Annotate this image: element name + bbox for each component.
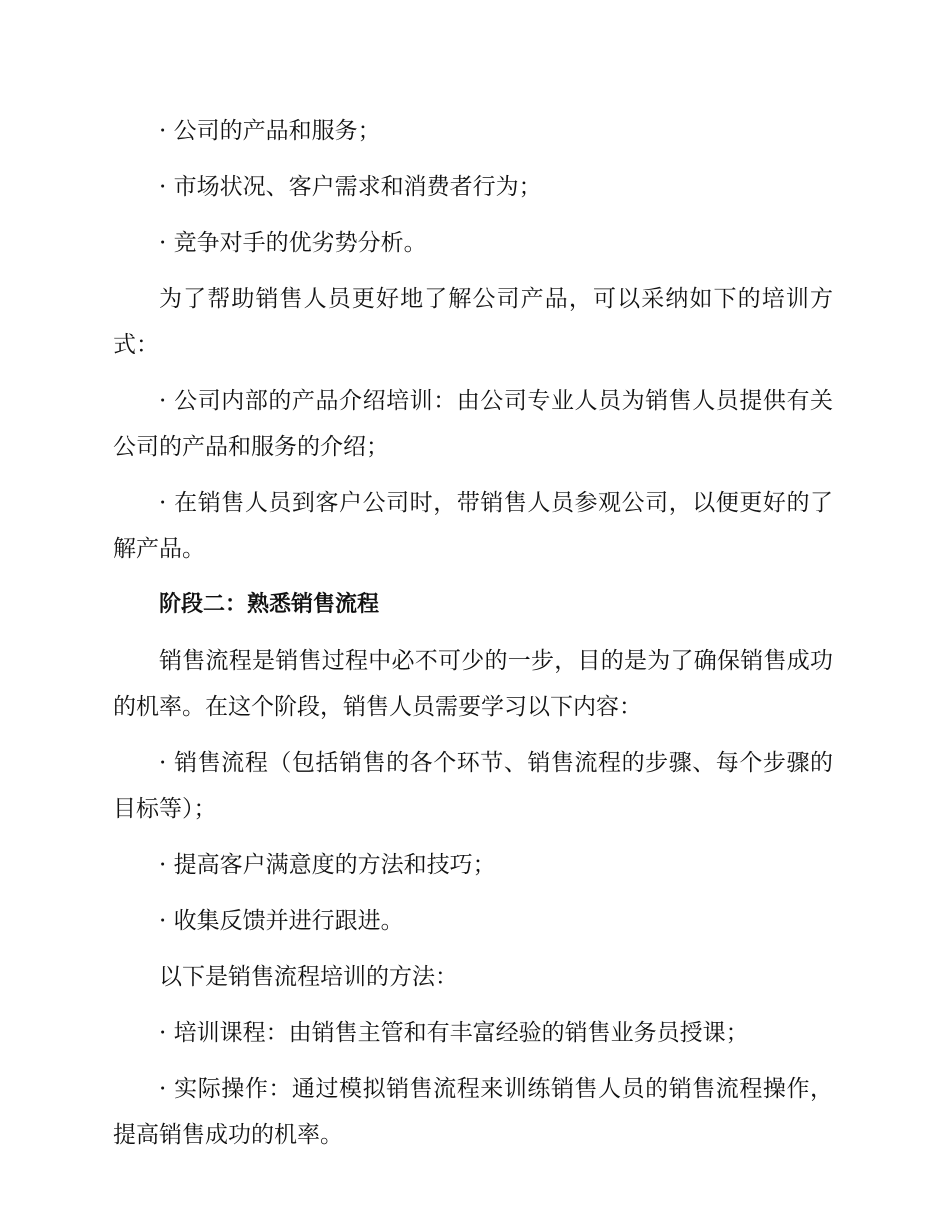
- bullet-item: · 提高客户满意度的方法和技巧；: [159, 852, 496, 878]
- bullet-item: · 公司的产品和服务；: [159, 118, 381, 144]
- section-heading: 阶段二：熟悉销售流程: [159, 592, 380, 617]
- bullet-item: · 在销售人员到客户公司时，带销售人员参观公司，以便更好的了解产品。: [113, 490, 833, 562]
- bullet-item: · 竞争对手的优劣势分析。: [159, 230, 427, 256]
- body-paragraph: 为了帮助销售人员更好地了解公司产品，可以采纳如下的培训方式：: [113, 286, 833, 358]
- body-paragraph: 销售流程是销售过程中必不可少的一步，目的是为了确保销售成功的机率。在这个阶段，销售人员需要学习以下内容：: [113, 648, 833, 720]
- document-body: [113, 108, 833, 1168]
- bullet-item: · 公司内部的产品介绍培训：由公司专业人员为销售人员提供有关公司的产品和服务的介绍；: [113, 388, 833, 460]
- bullet-item: · 收集反馈并进行跟进。: [159, 908, 404, 934]
- bullet-item: · 实际操作：通过模拟销售流程来训练销售人员的销售流程操作，提高销售成功的机率。: [113, 1076, 833, 1148]
- bullet-item: · 培训课程：由销售主管和有丰富经验的销售业务员授课；: [159, 1020, 749, 1046]
- bullet-item: · 销售流程（包括销售的各个环节、销售流程的步骤、每个步骤的目标等）；: [113, 750, 833, 822]
- bullet-item: · 市场状况、客户需求和消费者行为；: [159, 174, 542, 200]
- body-paragraph: 以下是销售流程培训的方法：: [159, 964, 458, 990]
